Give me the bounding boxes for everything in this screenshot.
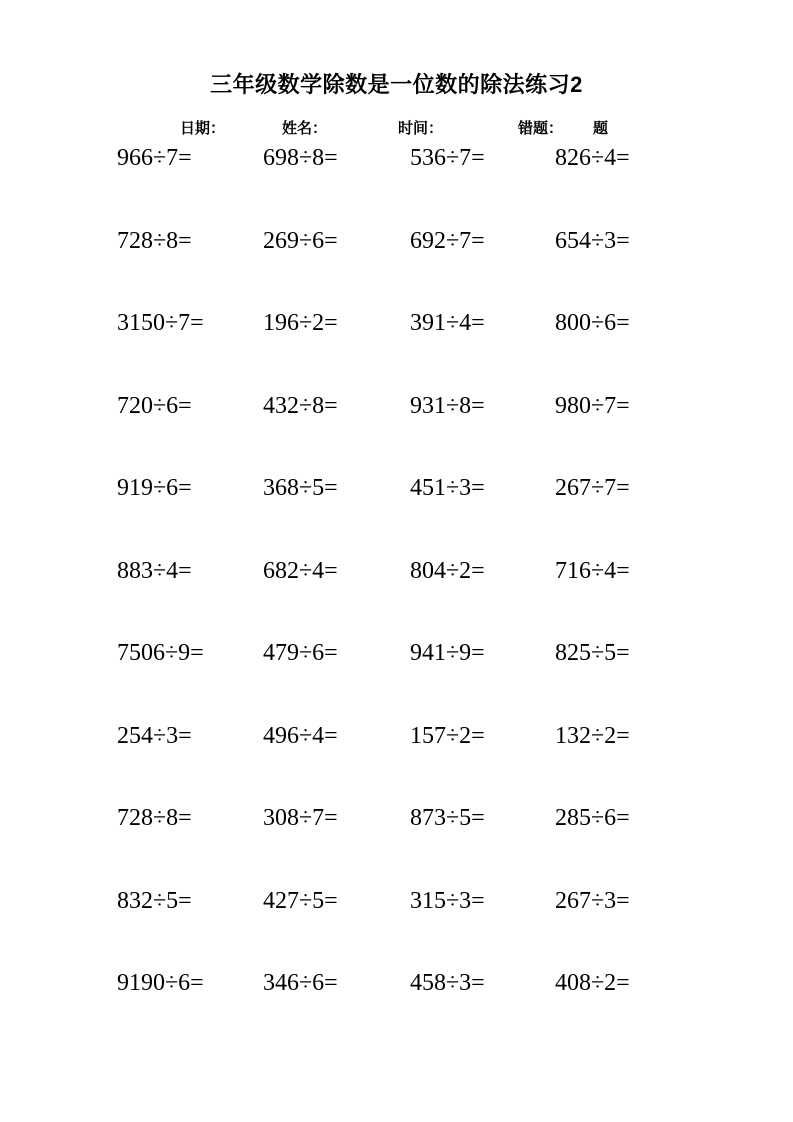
problem-cell-r4-c4: 980÷7= — [555, 392, 630, 419]
unit-label: 题 — [593, 120, 609, 137]
problem-cell-r8-c3: 157÷2= — [410, 722, 485, 749]
problem-cell-r2-c4: 654÷3= — [555, 227, 630, 254]
problem-cell-r4-c3: 931÷8= — [410, 392, 485, 419]
problem-cell-r8-c1: 254÷3= — [117, 722, 192, 749]
problem-cell-r3-c1: 3150÷7= — [117, 310, 204, 336]
problem-cell-r10-c2: 427÷5= — [263, 887, 338, 914]
problem-cell-r9-c4: 285÷6= — [555, 805, 630, 831]
problem-cell-r7-c2: 479÷6= — [263, 640, 338, 666]
problem-cell-r11-c3: 458÷3= — [410, 970, 485, 996]
problem-cell-r1-c2: 698÷8= — [263, 145, 338, 171]
problem-cell-r10-c1: 832÷5= — [117, 887, 192, 914]
problem-cell-r6-c1: 883÷4= — [117, 557, 192, 584]
problem-cell-r5-c1: 919÷6= — [117, 475, 192, 501]
problem-cell-r6-c3: 804÷2= — [410, 557, 485, 584]
problem-cell-r6-c2: 682÷4= — [263, 557, 338, 584]
problem-cell-r11-c1: 9190÷6= — [117, 970, 204, 996]
problem-cell-r1-c3: 536÷7= — [410, 145, 485, 171]
problem-cell-r10-c4: 267÷3= — [555, 887, 630, 914]
problem-cell-r2-c1: 728÷8= — [117, 227, 192, 254]
problem-cell-r6-c4: 716÷4= — [555, 557, 630, 584]
problem-cell-r8-c2: 496÷4= — [263, 722, 338, 749]
problem-cell-r3-c3: 391÷4= — [410, 310, 485, 336]
problem-cell-r2-c2: 269÷6= — [263, 227, 338, 254]
problem-cell-r11-c4: 408÷2= — [555, 970, 630, 996]
problem-cell-r1-c4: 826÷4= — [555, 145, 630, 171]
problem-cell-r3-c2: 196÷2= — [263, 310, 338, 336]
page-title: 三年级数学除数是一位数的除法练习2 — [210, 72, 583, 97]
problem-cell-r10-c3: 315÷3= — [410, 887, 485, 914]
problem-cell-r11-c2: 346÷6= — [263, 970, 338, 996]
problem-cell-r8-c4: 132÷2= — [555, 722, 630, 749]
problem-cell-r7-c3: 941÷9= — [410, 640, 485, 666]
problem-cell-r2-c3: 692÷7= — [410, 227, 485, 254]
problems-grid — [117, 144, 715, 1052]
problem-cell-r5-c3: 451÷3= — [410, 475, 485, 501]
problem-cell-r9-c3: 873÷5= — [410, 805, 485, 831]
time-label: 时间： — [398, 120, 444, 137]
problem-cell-r4-c1: 720÷6= — [117, 392, 192, 419]
problem-cell-r9-c1: 728÷8= — [117, 805, 192, 831]
wrong-count-label: 错题： — [518, 120, 564, 137]
problem-cell-r9-c2: 308÷7= — [263, 805, 338, 831]
problem-cell-r5-c2: 368÷5= — [263, 475, 338, 501]
info-header — [0, 117, 793, 139]
problem-cell-r7-c4: 825÷5= — [555, 640, 630, 666]
problem-cell-r7-c1: 7506÷9= — [117, 640, 204, 666]
problem-cell-r4-c2: 432÷8= — [263, 392, 338, 419]
date-label: 日期： — [180, 120, 226, 137]
problem-cell-r5-c4: 267÷7= — [555, 475, 630, 501]
problem-cell-r1-c1: 966÷7= — [117, 145, 192, 171]
name-label: 姓名： — [282, 120, 328, 137]
problem-cell-r3-c4: 800÷6= — [555, 310, 630, 336]
